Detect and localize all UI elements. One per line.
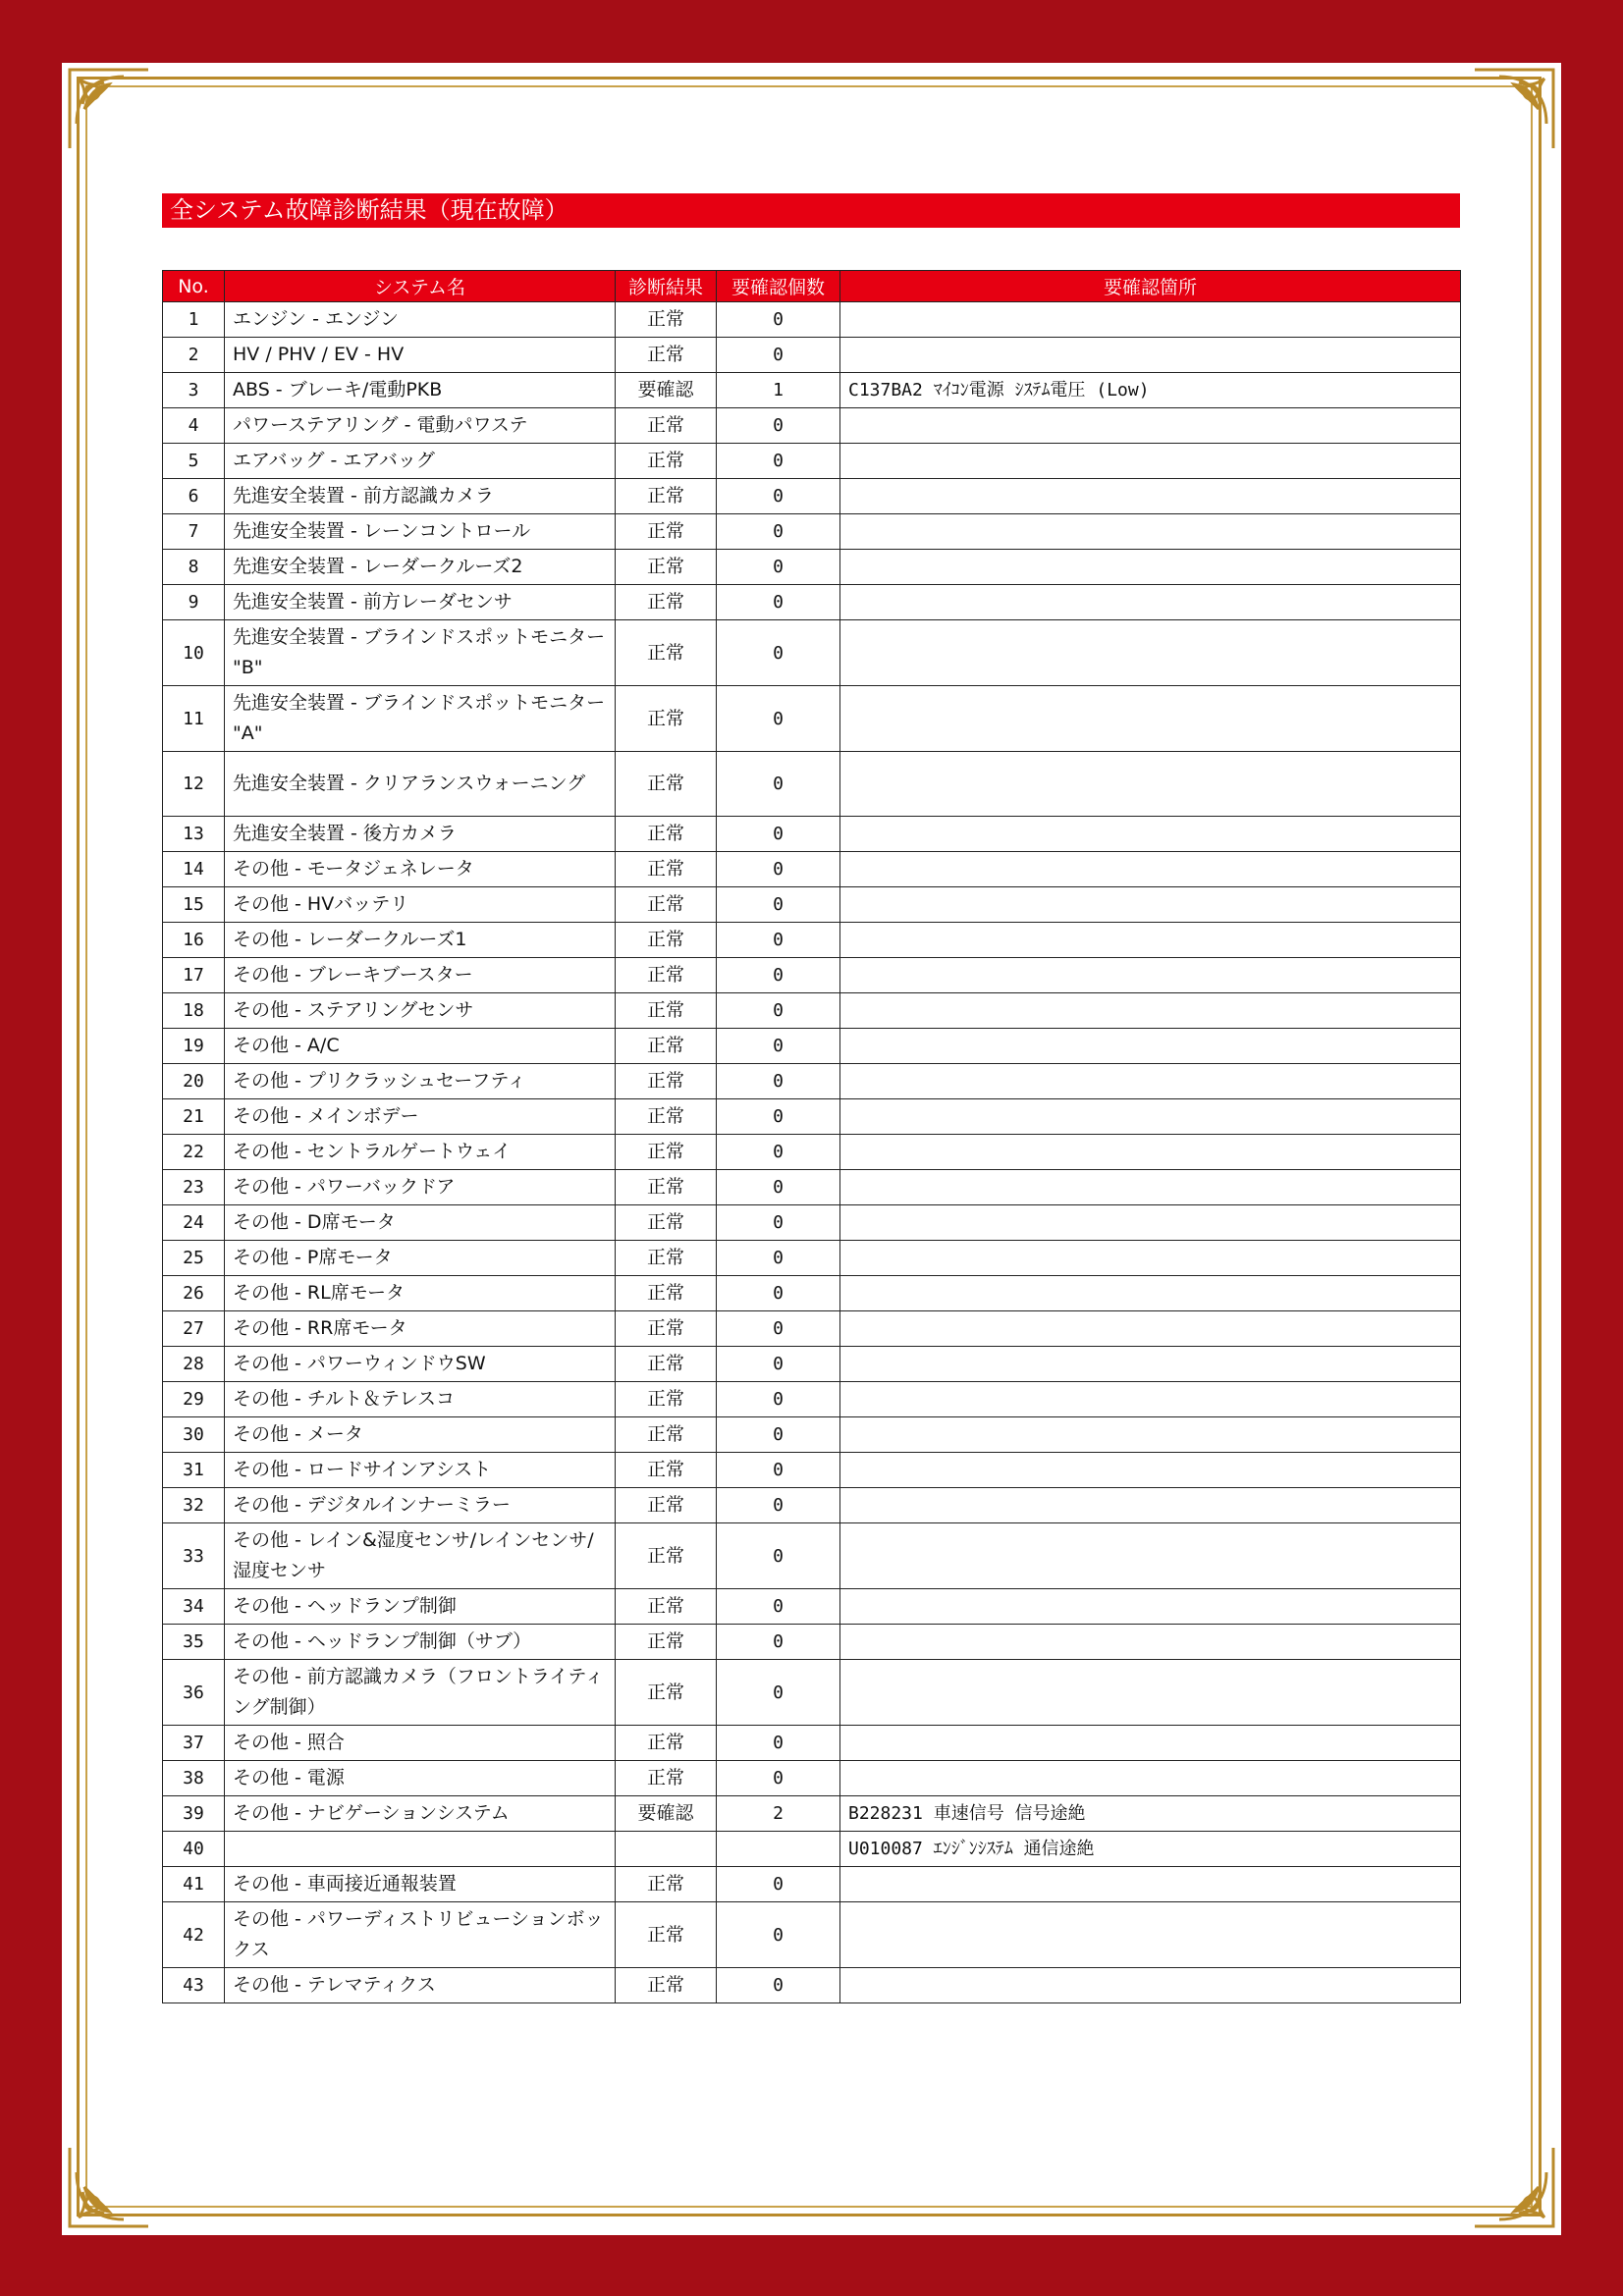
count-cell: 0 <box>717 444 840 479</box>
table-row <box>163 1902 1461 1968</box>
count-cell: 0 <box>717 1135 840 1170</box>
location-cell <box>840 550 1461 585</box>
table-row <box>163 1029 1461 1064</box>
count-cell: 0 <box>717 1660 840 1726</box>
count-cell: 0 <box>717 585 840 620</box>
system-name-cell: その他 - A/C <box>225 1029 616 1064</box>
table-row <box>163 1311 1461 1347</box>
system-name-cell: その他 - ヘッドランプ制御 <box>225 1589 616 1625</box>
system-name-cell: その他 - パワーウィンドウSW <box>225 1347 616 1382</box>
result-cell: 正常 <box>616 1276 717 1311</box>
result-cell: 正常 <box>616 302 717 338</box>
result-cell: 正常 <box>616 1382 717 1417</box>
result-cell: 正常 <box>616 620 717 686</box>
row-number: 19 <box>163 1029 225 1064</box>
count-cell: 0 <box>717 302 840 338</box>
table-row <box>163 302 1461 338</box>
table-row <box>163 1417 1461 1453</box>
table-row <box>163 1589 1461 1625</box>
result-cell: 正常 <box>616 686 717 752</box>
system-name-cell: 先進安全装置 - 前方レーダセンサ <box>225 585 616 620</box>
count-cell: 0 <box>717 1488 840 1523</box>
table-row <box>163 1726 1461 1761</box>
system-name-cell: その他 - テレマティクス <box>225 1968 616 2003</box>
count-cell: 0 <box>717 993 840 1029</box>
count-cell: 0 <box>717 1453 840 1488</box>
location-cell <box>840 1029 1461 1064</box>
result-cell: 正常 <box>616 1205 717 1241</box>
system-name-cell: その他 - モータジェネレータ <box>225 852 616 887</box>
result-cell: 正常 <box>616 923 717 958</box>
location-cell <box>840 1311 1461 1347</box>
count-cell: 0 <box>717 1276 840 1311</box>
result-cell: 正常 <box>616 1660 717 1726</box>
result-cell: 正常 <box>616 338 717 373</box>
location-cell <box>840 1488 1461 1523</box>
row-number: 22 <box>163 1135 225 1170</box>
result-cell: 正常 <box>616 1311 717 1347</box>
table-row <box>163 373 1461 408</box>
row-number: 43 <box>163 1968 225 2003</box>
table-row <box>163 686 1461 752</box>
location-cell <box>840 1241 1461 1276</box>
row-number: 6 <box>163 479 225 514</box>
count-cell: 0 <box>717 1417 840 1453</box>
system-name-cell: エアバッグ - エアバッグ <box>225 444 616 479</box>
count-cell: 0 <box>717 1311 840 1347</box>
location-cell <box>840 1902 1461 1968</box>
table-row <box>163 1135 1461 1170</box>
location-cell <box>840 1968 1461 2003</box>
system-name-cell: 先進安全装置 - ブラインドスポットモニター "A" <box>225 686 616 752</box>
location-cell <box>840 1660 1461 1726</box>
location-cell <box>840 1523 1461 1589</box>
header-system-name: システム名 <box>225 271 616 302</box>
row-number: 40 <box>163 1832 225 1867</box>
system-name-cell: その他 - パワーディストリビューションボックス <box>225 1902 616 1968</box>
table-row <box>163 1761 1461 1796</box>
count-cell: 0 <box>717 408 840 444</box>
system-name-cell: その他 - ナビゲーションシステム <box>225 1796 616 1832</box>
location-cell <box>840 1453 1461 1488</box>
result-cell: 要確認 <box>616 373 717 408</box>
location-cell <box>840 1064 1461 1099</box>
table-row <box>163 1347 1461 1382</box>
table-row <box>163 550 1461 585</box>
system-name-cell: その他 - RL席モータ <box>225 1276 616 1311</box>
system-name-cell: 先進安全装置 - 後方カメラ <box>225 817 616 852</box>
count-cell: 0 <box>717 752 840 817</box>
system-name-cell: その他 - レイン&湿度センサ/レインセンサ/湿度センサ <box>225 1523 616 1589</box>
row-number: 39 <box>163 1796 225 1832</box>
location-cell: B228231 車速信号 信号途絶 <box>840 1796 1461 1832</box>
row-number: 18 <box>163 993 225 1029</box>
location-cell <box>840 1347 1461 1382</box>
result-cell: 正常 <box>616 852 717 887</box>
row-number: 8 <box>163 550 225 585</box>
system-name-cell: その他 - デジタルインナーミラー <box>225 1488 616 1523</box>
system-name-cell: その他 - RR席モータ <box>225 1311 616 1347</box>
count-cell: 0 <box>717 1726 840 1761</box>
row-number: 26 <box>163 1276 225 1311</box>
table-row <box>163 1832 1461 1867</box>
system-name-cell: その他 - セントラルゲートウェイ <box>225 1135 616 1170</box>
system-name-cell: その他 - 電源 <box>225 1761 616 1796</box>
header-no: No. <box>163 271 225 302</box>
row-number: 20 <box>163 1064 225 1099</box>
location-cell <box>840 302 1461 338</box>
result-cell: 正常 <box>616 479 717 514</box>
result-cell: 正常 <box>616 585 717 620</box>
result-cell: 正常 <box>616 1867 717 1902</box>
count-cell: 0 <box>717 1099 840 1135</box>
row-number: 30 <box>163 1417 225 1453</box>
row-number: 9 <box>163 585 225 620</box>
table-row <box>163 444 1461 479</box>
row-number: 13 <box>163 817 225 852</box>
header-result: 診断結果 <box>616 271 717 302</box>
row-number: 29 <box>163 1382 225 1417</box>
count-cell: 0 <box>717 1625 840 1660</box>
row-number: 3 <box>163 373 225 408</box>
result-cell: 正常 <box>616 514 717 550</box>
result-cell: 正常 <box>616 1135 717 1170</box>
row-number: 16 <box>163 923 225 958</box>
result-cell: 正常 <box>616 444 717 479</box>
system-name-cell: その他 - プリクラッシュセーフティ <box>225 1064 616 1099</box>
count-cell: 0 <box>717 1347 840 1382</box>
system-name-cell: 先進安全装置 - クリアランスウォーニング <box>225 752 616 817</box>
result-cell: 正常 <box>616 1902 717 1968</box>
location-cell <box>840 1761 1461 1796</box>
result-cell: 正常 <box>616 1170 717 1205</box>
result-cell <box>616 1832 717 1867</box>
count-cell: 0 <box>717 1867 840 1902</box>
system-name-cell: その他 - 照合 <box>225 1726 616 1761</box>
system-name-cell: エンジン - エンジン <box>225 302 616 338</box>
location-cell <box>840 1382 1461 1417</box>
table-row <box>163 408 1461 444</box>
header-location: 要確認箇所 <box>840 271 1461 302</box>
location-cell <box>840 620 1461 686</box>
count-cell: 0 <box>717 1761 840 1796</box>
result-cell: 正常 <box>616 817 717 852</box>
row-number: 28 <box>163 1347 225 1382</box>
result-cell: 正常 <box>616 1417 717 1453</box>
system-name-cell: その他 - メータ <box>225 1417 616 1453</box>
table-row <box>163 1453 1461 1488</box>
row-number: 25 <box>163 1241 225 1276</box>
result-cell: 正常 <box>616 1726 717 1761</box>
table-row <box>163 1099 1461 1135</box>
location-cell <box>840 338 1461 373</box>
table-row <box>163 1488 1461 1523</box>
table-row <box>163 1064 1461 1099</box>
system-name-cell: HV / PHV / EV - HV <box>225 338 616 373</box>
system-name-cell: ABS - ブレーキ/電動PKB <box>225 373 616 408</box>
count-cell: 0 <box>717 1902 840 1968</box>
row-number: 17 <box>163 958 225 993</box>
result-cell: 正常 <box>616 1488 717 1523</box>
row-number: 4 <box>163 408 225 444</box>
count-cell: 1 <box>717 373 840 408</box>
system-name-cell: その他 - HVバッテリ <box>225 887 616 923</box>
table-row <box>163 1523 1461 1589</box>
corner-ornament-icon <box>65 65 153 153</box>
count-cell: 0 <box>717 1968 840 2003</box>
result-cell: 正常 <box>616 550 717 585</box>
row-number: 36 <box>163 1660 225 1726</box>
count-cell: 0 <box>717 1064 840 1099</box>
count-cell: 0 <box>717 1170 840 1205</box>
location-cell <box>840 1417 1461 1453</box>
result-cell: 正常 <box>616 1589 717 1625</box>
system-name-cell: その他 - ブレーキブースター <box>225 958 616 993</box>
system-name-cell: 先進安全装置 - ブラインドスポットモニター "B" <box>225 620 616 686</box>
result-cell: 正常 <box>616 1347 717 1382</box>
system-name-cell <box>225 1832 616 1867</box>
table-row <box>163 1625 1461 1660</box>
row-number: 15 <box>163 887 225 923</box>
row-number: 21 <box>163 1099 225 1135</box>
location-cell <box>840 479 1461 514</box>
system-name-cell: その他 - メインボデー <box>225 1099 616 1135</box>
row-number: 33 <box>163 1523 225 1589</box>
count-cell: 0 <box>717 479 840 514</box>
count-cell: 0 <box>717 1241 840 1276</box>
count-cell: 0 <box>717 1029 840 1064</box>
count-cell: 0 <box>717 887 840 923</box>
corner-ornament-icon <box>1470 2143 1558 2231</box>
table-row <box>163 817 1461 852</box>
system-name-cell: 先進安全装置 - レーダークルーズ2 <box>225 550 616 585</box>
table-row <box>163 852 1461 887</box>
row-number: 7 <box>163 514 225 550</box>
row-number: 42 <box>163 1902 225 1968</box>
table-row <box>163 958 1461 993</box>
count-cell: 0 <box>717 514 840 550</box>
location-cell <box>840 1867 1461 1902</box>
row-number: 1 <box>163 302 225 338</box>
table-row <box>163 1276 1461 1311</box>
header-count: 要確認個数 <box>717 271 840 302</box>
row-number: 2 <box>163 338 225 373</box>
count-cell <box>717 1832 840 1867</box>
table-row <box>163 1382 1461 1417</box>
row-number: 12 <box>163 752 225 817</box>
system-name-cell: その他 - ロードサインアシスト <box>225 1453 616 1488</box>
location-cell <box>840 444 1461 479</box>
row-number: 35 <box>163 1625 225 1660</box>
table-row <box>163 338 1461 373</box>
location-cell <box>840 1276 1461 1311</box>
result-cell: 正常 <box>616 1761 717 1796</box>
row-number: 34 <box>163 1589 225 1625</box>
result-cell: 正常 <box>616 1625 717 1660</box>
result-cell: 正常 <box>616 1968 717 2003</box>
system-name-cell: パワーステアリング - 電動パワステ <box>225 408 616 444</box>
table-row <box>163 1660 1461 1726</box>
count-cell: 0 <box>717 1589 840 1625</box>
row-number: 31 <box>163 1453 225 1488</box>
result-cell: 正常 <box>616 1523 717 1589</box>
result-cell: 正常 <box>616 1099 717 1135</box>
row-number: 10 <box>163 620 225 686</box>
count-cell: 0 <box>717 550 840 585</box>
count-cell: 0 <box>717 686 840 752</box>
result-cell: 正常 <box>616 1241 717 1276</box>
system-name-cell: その他 - レーダークルーズ1 <box>225 923 616 958</box>
row-number: 14 <box>163 852 225 887</box>
table-row <box>163 1968 1461 2003</box>
count-cell: 0 <box>717 852 840 887</box>
result-cell: 正常 <box>616 958 717 993</box>
location-cell <box>840 585 1461 620</box>
location-cell <box>840 686 1461 752</box>
table-row <box>163 620 1461 686</box>
location-cell <box>840 852 1461 887</box>
location-cell <box>840 752 1461 817</box>
page-title: 全システム故障診断結果（現在故障） <box>162 193 1460 228</box>
location-cell <box>840 1135 1461 1170</box>
count-cell: 0 <box>717 1523 840 1589</box>
count-cell: 0 <box>717 923 840 958</box>
location-cell <box>840 1726 1461 1761</box>
result-cell: 正常 <box>616 1029 717 1064</box>
system-name-cell: その他 - 車両接近通報装置 <box>225 1867 616 1902</box>
location-cell <box>840 817 1461 852</box>
location-cell: U010087 ｴﾝｼﾞﾝｼｽﾃﾑ 通信途絶 <box>840 1832 1461 1867</box>
count-cell: 0 <box>717 620 840 686</box>
table-row <box>163 752 1461 817</box>
result-cell: 正常 <box>616 1064 717 1099</box>
table-row <box>163 993 1461 1029</box>
row-number: 41 <box>163 1867 225 1902</box>
system-name-cell: 先進安全装置 - レーンコントロール <box>225 514 616 550</box>
count-cell: 0 <box>717 817 840 852</box>
table-header-row <box>163 271 1461 302</box>
table-row <box>163 1170 1461 1205</box>
count-cell: 0 <box>717 338 840 373</box>
table-row <box>163 514 1461 550</box>
result-cell: 正常 <box>616 993 717 1029</box>
system-name-cell: その他 - D席モータ <box>225 1205 616 1241</box>
system-name-cell: その他 - P席モータ <box>225 1241 616 1276</box>
location-cell <box>840 887 1461 923</box>
location-cell <box>840 1170 1461 1205</box>
system-name-cell: その他 - チルト＆テレスコ <box>225 1382 616 1417</box>
location-cell <box>840 958 1461 993</box>
result-cell: 正常 <box>616 408 717 444</box>
result-cell: 要確認 <box>616 1796 717 1832</box>
diagnosis-table <box>162 270 1461 2003</box>
table-row <box>163 1867 1461 1902</box>
result-cell: 正常 <box>616 887 717 923</box>
row-number: 37 <box>163 1726 225 1761</box>
table-row <box>163 479 1461 514</box>
system-name-cell: その他 - ヘッドランプ制御（サブ） <box>225 1625 616 1660</box>
system-name-cell: その他 - 前方認識カメラ（フロントライティング制御） <box>225 1660 616 1726</box>
location-cell <box>840 993 1461 1029</box>
row-number: 24 <box>163 1205 225 1241</box>
result-cell: 正常 <box>616 1453 717 1488</box>
location-cell <box>840 1589 1461 1625</box>
corner-ornament-icon <box>1470 65 1558 153</box>
system-name-cell: 先進安全装置 - 前方認識カメラ <box>225 479 616 514</box>
result-cell: 正常 <box>616 752 717 817</box>
count-cell: 0 <box>717 1205 840 1241</box>
location-cell <box>840 1205 1461 1241</box>
corner-ornament-icon <box>65 2143 153 2231</box>
location-cell <box>840 514 1461 550</box>
row-number: 5 <box>163 444 225 479</box>
row-number: 27 <box>163 1311 225 1347</box>
location-cell <box>840 408 1461 444</box>
table-row <box>163 887 1461 923</box>
table-row <box>163 1796 1461 1832</box>
system-name-cell: その他 - ステアリングセンサ <box>225 993 616 1029</box>
table-row <box>163 585 1461 620</box>
location-cell <box>840 1625 1461 1660</box>
row-number: 38 <box>163 1761 225 1796</box>
count-cell: 0 <box>717 1382 840 1417</box>
location-cell: C137BA2 ﾏｲｺﾝ電源 ｼｽﾃﾑ電圧 (Low) <box>840 373 1461 408</box>
table-row <box>163 923 1461 958</box>
system-name-cell: その他 - パワーバックドア <box>225 1170 616 1205</box>
row-number: 32 <box>163 1488 225 1523</box>
count-cell: 0 <box>717 958 840 993</box>
row-number: 23 <box>163 1170 225 1205</box>
table-row <box>163 1241 1461 1276</box>
count-cell: 2 <box>717 1796 840 1832</box>
location-cell <box>840 1099 1461 1135</box>
table-row <box>163 1205 1461 1241</box>
location-cell <box>840 923 1461 958</box>
row-number: 11 <box>163 686 225 752</box>
